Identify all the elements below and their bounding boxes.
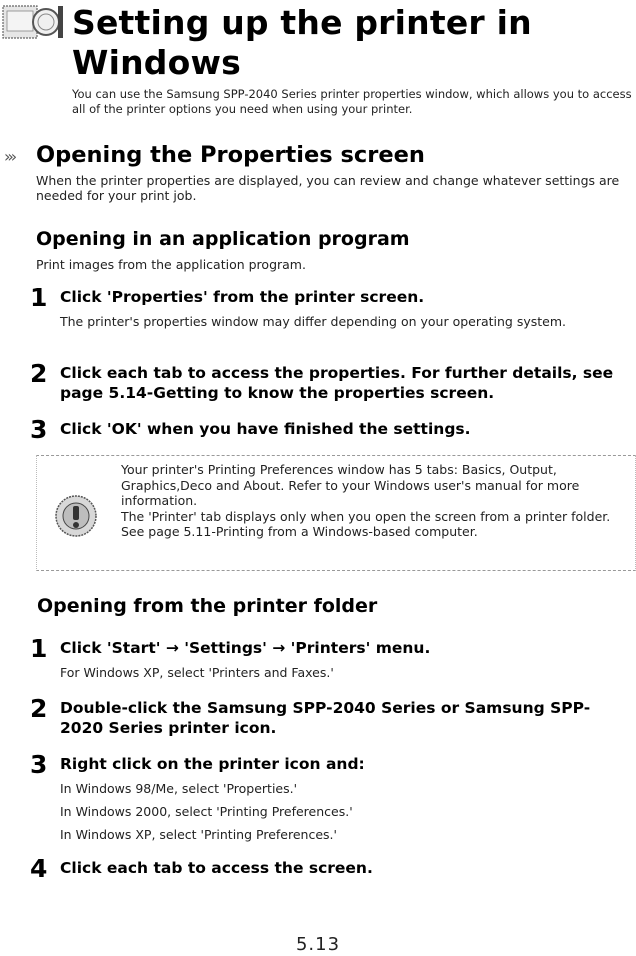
step-description: In Windows XP, select 'Printing Preferences.' bbox=[60, 827, 337, 842]
step-title: Right click on the printer icon and: bbox=[60, 755, 365, 773]
step-number: 1 bbox=[30, 634, 48, 663]
step-description: In Windows 2000, select 'Printing Preferences.' bbox=[60, 804, 353, 819]
step-number: 4 bbox=[30, 854, 48, 883]
page-title-line1: Setting up the printer in bbox=[72, 3, 532, 42]
section-title: Opening the Properties screen bbox=[36, 142, 425, 168]
subsection-title-app: Opening in an application program bbox=[36, 228, 410, 250]
step-number: 3 bbox=[30, 415, 48, 444]
step-title: Click each tab to access the screen. bbox=[60, 859, 373, 877]
step-title: Double-click the Samsung SPP-2040 Series or Samsung SPP-2020 Series printer icon. bbox=[60, 699, 591, 737]
step-title: Click each tab to access the properties. For further details, see page 5.14-Getting to know the properties screen. bbox=[60, 364, 614, 402]
note-text bbox=[121, 462, 621, 540]
subsection-title-folder: Opening from the printer folder bbox=[37, 595, 378, 617]
step-description: In Windows 98/Me, select 'Properties.' bbox=[60, 781, 298, 796]
step-title: Click 'Properties' from the printer screen. bbox=[60, 288, 425, 306]
subsection-description-app: Print images from the application program. bbox=[36, 257, 306, 272]
page-title-line2: Windows bbox=[72, 43, 242, 82]
step-description: For Windows XP, select 'Printers and Faxes.' bbox=[60, 665, 334, 680]
step-number: 1 bbox=[30, 283, 48, 312]
step-number: 2 bbox=[30, 359, 48, 388]
step-description: The printer's properties window may differ depending on your operating system. bbox=[60, 314, 567, 329]
page-number: 5.13 bbox=[295, 934, 341, 955]
note-icon bbox=[52, 492, 100, 540]
double-chevron-icon: ››› bbox=[4, 147, 15, 166]
step-number: 3 bbox=[30, 750, 48, 779]
section-description: When the printer properties are displayed, you can review and change whatever settings are needed for your print job. bbox=[36, 173, 620, 203]
printer-screen-icon bbox=[2, 2, 64, 42]
intro-text: You can use the Samsung SPP-2040 Series printer properties window, which allows you to access all of the printer options you need when using your printer. bbox=[72, 87, 632, 116]
step-title: Click 'Start' → 'Settings' → 'Printers' menu. bbox=[60, 639, 431, 657]
note-paragraph-2: The 'Printer' tab displays only when you open the screen from a printer folder. See page 5.11-Printing from a Windows-based computer. bbox=[121, 508, 611, 539]
step-number: 2 bbox=[30, 694, 48, 723]
note-paragraph-1: Your printer's Printing Preferences window has 5 tabs: Basics, Output, Graphics,Deco and About. Refer to your Windows user's manual for more information. bbox=[121, 462, 580, 508]
step-title: Click 'OK' when you have finished the settings. bbox=[60, 420, 471, 438]
